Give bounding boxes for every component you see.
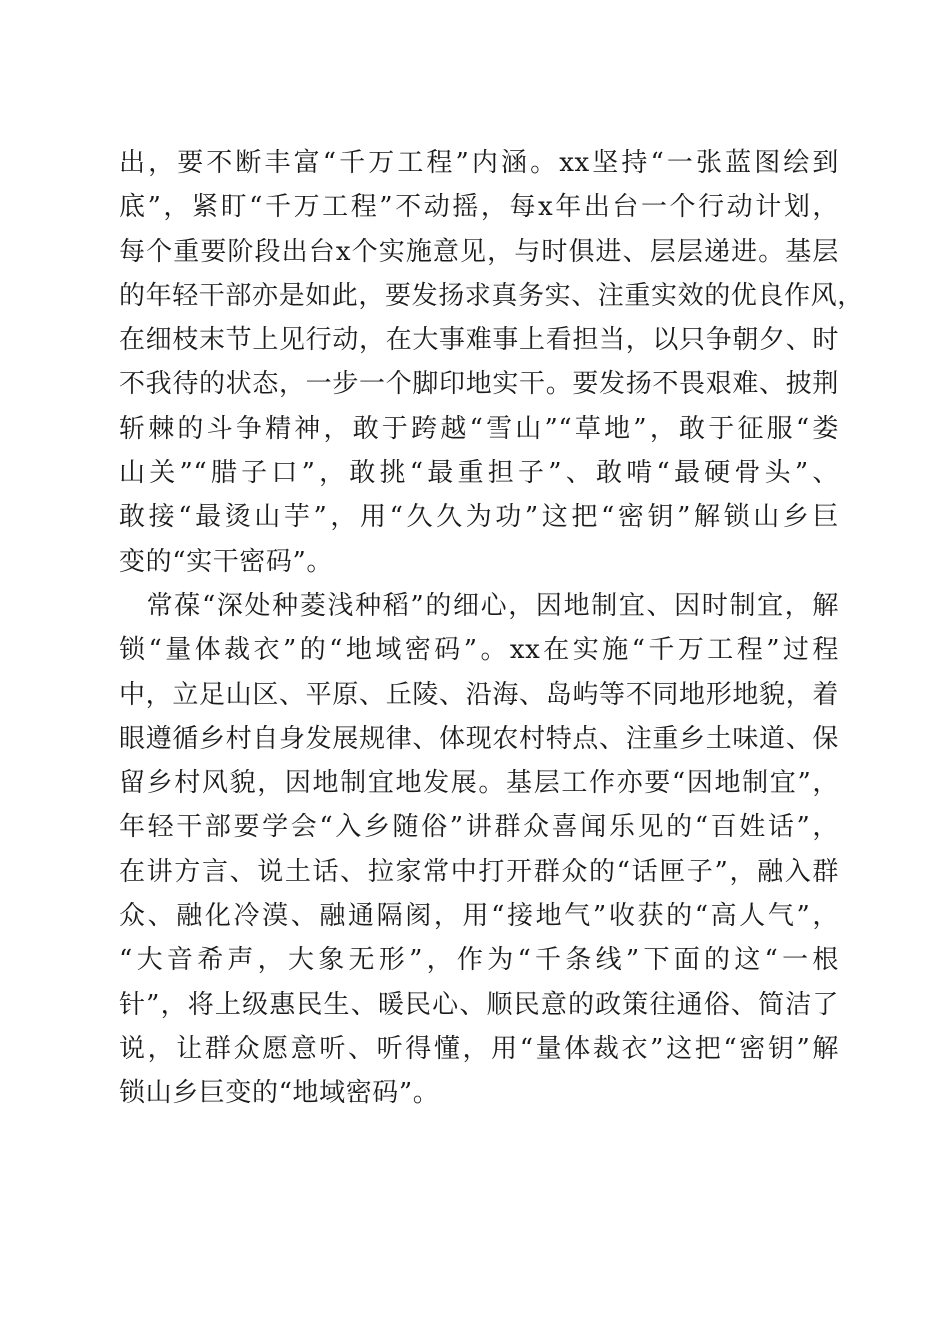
text-line: 斩棘的斗争精神，敢于跨越“雪山”“草地”，敢于征服“娄 <box>119 413 839 444</box>
text-line: 常葆“深处种菱浅种稻”的细心，因地制宜、因时制宜，解 <box>119 590 839 621</box>
text-line: 出，要不断丰富“千万工程”内涵。xx坚持“一张蓝图绘到 <box>119 148 839 178</box>
text-line: 年轻干部要学会“入乡随俗”讲群众喜闻乐见的“百姓话”， <box>119 812 839 843</box>
text-line: 在讲方言、说土话、拉家常中打开群众的“话匣子”，融入群 <box>119 856 839 887</box>
text-line: 锁山乡巨变的“地域密码”。 <box>119 1078 440 1109</box>
paragraph-1 <box>119 141 864 584</box>
text-line: 每个重要阶段出台x个实施意见，与时俱进、层层递进。基层 <box>119 236 839 267</box>
text-line: 针”，将上级惠民生、暖民心、顺民意的政策往通俗、简洁了 <box>119 989 839 1020</box>
text-line: 敢接“最烫山芋”，用“久久为功”这把“密钥”解锁山乡巨 <box>119 502 839 533</box>
text-line: 锁“量体裁衣”的“地域密码”。xx在实施“千万工程”过程 <box>119 635 839 666</box>
paragraph-2 <box>119 584 839 1116</box>
text-line: 说，让群众愿意听、听得懂，用“量体裁衣”这把“密钥”解 <box>119 1033 839 1064</box>
text-line: 的年轻干部亦是如此，要发扬求真务实、注重实效的优良作风， <box>119 280 864 311</box>
text-line: 在细枝末节上见行动，在大事难事上看担当，以只争朝夕、时 <box>119 325 839 356</box>
text-line: 眼遵循乡村自身发展规律、体现农村特点、注重乡土味道、保 <box>119 723 839 754</box>
text-line: 众、融化冷漠、融通隔阂，用“接地气”收获的“高人气”， <box>119 901 839 932</box>
body-text <box>119 141 864 1116</box>
text-line: “大音希声，大象无形”，作为“千条线”下面的这“一根 <box>119 945 839 976</box>
text-line: 中，立足山区、平原、丘陵、沿海、岛屿等不同地形地貌，着 <box>119 679 839 710</box>
text-line: 变的“实干密码”。 <box>119 546 333 577</box>
text-line: 山关”“腊子口”，敢挑“最重担子”、敢啃“最硬骨头”、 <box>119 458 839 489</box>
text-line: 底”，紧盯“千万工程”不动摇，每x年出台一个行动计划， <box>119 192 839 223</box>
text-line: 不我待的状态，一步一个脚印地实干。要发扬不畏艰难、披荆 <box>119 369 839 400</box>
text-line: 留乡村风貌，因地制宜地发展。基层工作亦要“因地制宜”， <box>119 768 839 799</box>
